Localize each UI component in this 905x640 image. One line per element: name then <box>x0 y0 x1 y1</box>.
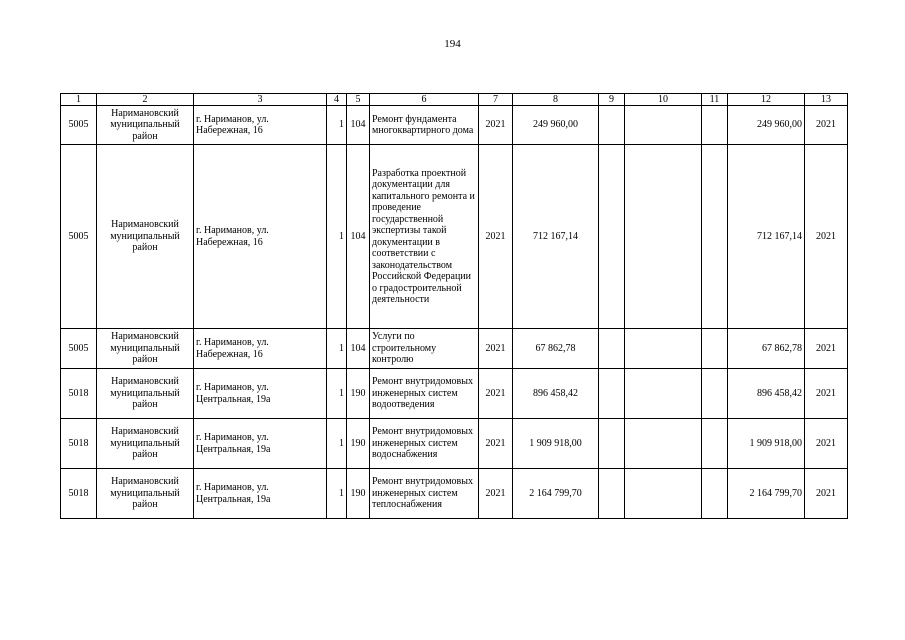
column-header: 2 <box>97 94 194 106</box>
cell-col10 <box>625 469 702 519</box>
cell-total: 67 862,78 <box>728 329 805 369</box>
column-header: 13 <box>805 94 848 106</box>
cell-work-type: Ремонт внутридомовых инженерных систем водоснабжения <box>370 419 479 469</box>
column-header: 8 <box>513 94 599 106</box>
column-header: 10 <box>625 94 702 106</box>
column-header: 1 <box>61 94 97 106</box>
cell-col9 <box>599 145 625 329</box>
cell-year: 2021 <box>479 369 513 419</box>
cell-col4: 1 <box>327 145 347 329</box>
cell-col10 <box>625 419 702 469</box>
cell-end-year: 2021 <box>805 106 848 145</box>
cell-col5: 190 <box>347 419 370 469</box>
cell-work-type: Ремонт внутридомовых инженерных систем водоотведения <box>370 369 479 419</box>
cell-year: 2021 <box>479 469 513 519</box>
cell-amount: 712 167,14 <box>513 145 599 329</box>
cell-col10 <box>625 369 702 419</box>
cell-col11 <box>702 419 728 469</box>
column-header: 11 <box>702 94 728 106</box>
cell-address: г. Нариманов, ул. Набережная, 16 <box>194 329 327 369</box>
cell-end-year: 2021 <box>805 469 848 519</box>
cell-work-type: Ремонт внутридомовых инженерных систем теплоснабжения <box>370 469 479 519</box>
table-row <box>61 145 848 329</box>
cell-district: Наримановский муниципальный район <box>97 419 194 469</box>
cell-amount: 896 458,42 <box>513 369 599 419</box>
cell-col4: 1 <box>327 369 347 419</box>
cell-code: 5005 <box>61 329 97 369</box>
cell-col5: 104 <box>347 329 370 369</box>
cell-col11 <box>702 469 728 519</box>
cell-end-year: 2021 <box>805 329 848 369</box>
cell-total: 896 458,42 <box>728 369 805 419</box>
cell-district: Наримановский муниципальный район <box>97 329 194 369</box>
cell-col4: 1 <box>327 469 347 519</box>
cell-col9 <box>599 106 625 145</box>
cell-address: г. Нариманов, ул. Центральная, 19а <box>194 419 327 469</box>
cell-col10 <box>625 329 702 369</box>
cell-total: 712 167,14 <box>728 145 805 329</box>
repair-register-table <box>60 93 848 519</box>
cell-end-year: 2021 <box>805 419 848 469</box>
cell-col5: 190 <box>347 369 370 419</box>
table-row <box>61 369 848 419</box>
table-row <box>61 469 848 519</box>
cell-col10 <box>625 145 702 329</box>
cell-amount: 249 960,00 <box>513 106 599 145</box>
cell-total: 2 164 799,70 <box>728 469 805 519</box>
cell-total: 249 960,00 <box>728 106 805 145</box>
cell-col4: 1 <box>327 106 347 145</box>
cell-col5: 104 <box>347 106 370 145</box>
table-row <box>61 329 848 369</box>
cell-col10 <box>625 106 702 145</box>
table-row <box>61 106 848 145</box>
column-header: 6 <box>370 94 479 106</box>
cell-total: 1 909 918,00 <box>728 419 805 469</box>
cell-col4: 1 <box>327 419 347 469</box>
cell-code: 5018 <box>61 369 97 419</box>
cell-col4: 1 <box>327 329 347 369</box>
cell-col9 <box>599 419 625 469</box>
cell-col5: 190 <box>347 469 370 519</box>
cell-year: 2021 <box>479 419 513 469</box>
cell-year: 2021 <box>479 329 513 369</box>
cell-end-year: 2021 <box>805 145 848 329</box>
table-row <box>61 419 848 469</box>
cell-col9 <box>599 369 625 419</box>
cell-col11 <box>702 369 728 419</box>
cell-col11 <box>702 329 728 369</box>
cell-work-type: Разработка проектной документации для капитального ремонта и проведение государственной экспертизы такой документации в соответствии с законодательством Российской Федерации о градостроительной деятельности <box>370 145 479 329</box>
cell-amount: 1 909 918,00 <box>513 419 599 469</box>
cell-col11 <box>702 145 728 329</box>
column-header: 5 <box>347 94 370 106</box>
cell-year: 2021 <box>479 106 513 145</box>
cell-year: 2021 <box>479 145 513 329</box>
cell-address: г. Нариманов, ул. Набережная, 16 <box>194 106 327 145</box>
cell-district: Наримановский муниципальный район <box>97 469 194 519</box>
cell-address: г. Нариманов, ул. Набережная, 16 <box>194 145 327 329</box>
cell-district: Наримановский муниципальный район <box>97 145 194 329</box>
cell-district: Наримановский муниципальный район <box>97 369 194 419</box>
cell-address: г. Нариманов, ул. Центральная, 19а <box>194 369 327 419</box>
cell-col11 <box>702 106 728 145</box>
cell-code: 5018 <box>61 469 97 519</box>
cell-district: Наримановский муниципальный район <box>97 106 194 145</box>
cell-col9 <box>599 469 625 519</box>
column-header: 9 <box>599 94 625 106</box>
column-header: 7 <box>479 94 513 106</box>
column-number-row <box>61 94 848 106</box>
cell-col9 <box>599 329 625 369</box>
cell-end-year: 2021 <box>805 369 848 419</box>
column-header: 3 <box>194 94 327 106</box>
page-number: 194 <box>444 38 461 50</box>
column-header: 4 <box>327 94 347 106</box>
cell-amount: 67 862,78 <box>513 329 599 369</box>
cell-code: 5005 <box>61 106 97 145</box>
cell-work-type: Услуги по строительному контролю <box>370 329 479 369</box>
column-header: 12 <box>728 94 805 106</box>
cell-code: 5005 <box>61 145 97 329</box>
cell-col5: 104 <box>347 145 370 329</box>
cell-amount: 2 164 799,70 <box>513 469 599 519</box>
cell-code: 5018 <box>61 419 97 469</box>
cell-address: г. Нариманов, ул. Центральная, 19а <box>194 469 327 519</box>
cell-work-type: Ремонт фундамента многоквартирного дома <box>370 106 479 145</box>
